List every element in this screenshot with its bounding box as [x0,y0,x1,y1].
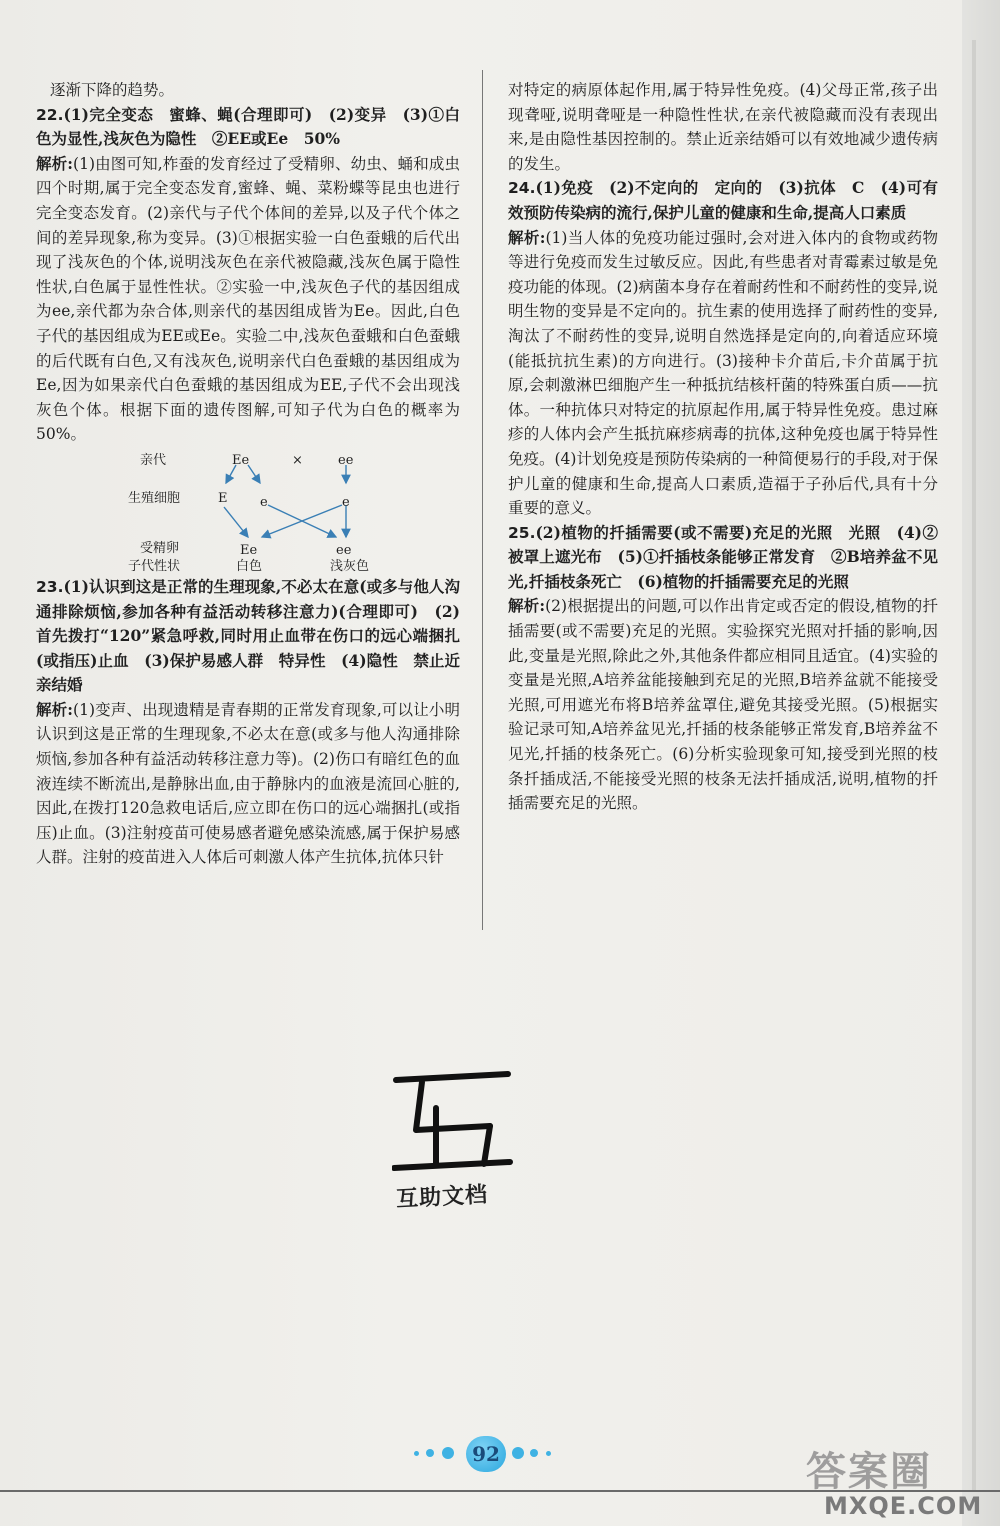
gamete-e: e [260,494,268,510]
arrow-E-to-Ee [224,507,248,537]
q25-explanation: 解析:(2)根据提出的问题,可以作出肯定或否定的假设,植物的扦插需要(或不需要)充足的光照。实验探究光照对扦插的影响,因此,变量是光照,除此之外,其他条件都应相同且适宜。(4)实验的变量是光照,A培养盆能接触到充足的光照,B培养盆就不能接受光照,可用遮光布将B培养盆罩住,避免其接受光照。(5)根据实验记录可知,A培养盆见光,扦插的枝条能够正常发育,B培养盆不见光,扦插的枝条死亡。(6)分析实验现象可知,接受到光照的枝条扦插成活,不能接受光照的枝条无法扦插成活,说明,植物的扦插需要充足的光照。 [508,596,938,813]
gamete-label: 生殖细胞 [128,490,181,506]
trait-white: 白色 [236,558,263,574]
watermark-text: 互助文档 [395,1182,489,1213]
column-divider [482,70,483,930]
q23-number: 23. [36,577,64,596]
q24-answer: 24.(1)免疫 (2)不定向的 定向的 (3)抗体 C (4)可有效预防传染病的流行,保护儿童的健康和生命,提高人口素质 [508,178,938,222]
q24-explanation: 解析:(1)当人体的免疫功能过强时,会对进入体内的食物或药物等进行免疫而发生过敏反应。因此,有些患者对青霉素过敏是免疫功能的体现。(2)病菌本身存在着耐药性和不耐药性的变异,说明生物的变异是不定向的。抗生素的使用选择了耐药性的变异,淘汰了不耐药性的变异,说明自然选择是定向的,向着适应环境(能抵抗抗生素)的方向进行。(3)接种卡介苗后,卡介苗属于抗原,会刺激淋巴细胞产生一种抵抗结核杆菌的特殊蛋白质——抗体。一种抗体只对特定的抗原起作用,属于特异性免疫。患过麻疹的人体内会产生抵抗麻疹病毒的抗体,这种免疫也属于特异性免疫。(4)计划免疫是预防传染病的一种简便易行的手段,对于保护儿童的健康和生命,提高人口素质,造福于子孙后代,具有十分重要的意义。 [508,227,938,518]
page-number: 92 [466,1436,506,1472]
q22-answer: 22.(1)完全变态 蜜蜂、蝇(合理即可) (2)变异 (3)①白色为显性,浅灰色为隐性 ②EE或Ee 50% [36,104,460,149]
q24-number: 24. [508,179,536,198]
parent-label: 亲代 [140,452,167,468]
dot-icon [414,1451,419,1456]
corner-watermark-logo [806,1440,983,1520]
continuation-text-right: 对特定的病原体起作用,属于特异性免疫。(4)父母正常,孩子出现聋哑,说明聋哑是一种隐性性状,在亲代被隐藏而没有表现出来,是由隐性基因控制的。禁止近亲结婚可以有效地减少遗传病的发生。 [508,81,938,173]
gamete-e2: e [342,494,350,510]
q25-answer: 25.(2)植物的扦插需要(或不需要)充足的光照 光照 (4)②被罩上遮光布 (5)①扦插枝条能够正常发育 ②B培养盆不见光,扦插枝条死亡 (6)植物的扦插需要充足的光照 [508,522,938,591]
q23-answer: 23.(1)认识到这是正常的生理现象,不必太在意(或多与他人沟通排除烦恼,参加各种有益活动转移注意力)(合理即可) (2)首先拨打“120”紧急呼救,同时用止血带在伤口的远心端捆扎(或指压)止血 (3)保护易感人群 特异性 (4)隐性 禁止近亲结婚 [36,576,460,695]
parent2-genotype: ee [338,452,354,468]
parent1-genotype: Ee [232,452,250,468]
logo-url: MXQE.COM [824,1492,983,1520]
q25-label: 解析: [508,596,546,616]
page-number-badge [408,1436,558,1476]
left-column [36,78,460,870]
q25-number: 25. [508,523,536,542]
logo-text: 答案圈 [806,1449,932,1495]
arrow-parent1-to-e [248,465,260,483]
zygote-ee: ee [336,542,352,558]
page-edge [962,0,1000,1526]
dot-icon [546,1451,551,1456]
genetic-cross-diagram [36,449,460,573]
dot-icon [512,1447,524,1459]
q22-explanation: 解析:(1)由图可知,柞蚕的发育经过了受精卵、幼虫、蛹和成虫四个时期,属于完全变态发育,蜜蜂、蝇、菜粉蝶等昆虫也进行完全变态发育。(2)亲代与子代个体间的差异,以及子代个体之间的差异现象,称为变异。(3)①根据实验一白色蚕蛾的后代出现了浅灰色的个体,说明浅灰色在亲代被隐藏,浅灰色属于隐性性状,白色属于显性性状。②实验一中,浅灰色子代的基因组成为ee,亲代都为杂合体,则亲代的基因组成皆为Ee。因此,白色子代的基因组成为EE或Ee。实验二中,浅灰色蚕蛾和白色蚕蛾的后代既有白色,又有浅灰色,说明亲代白色蚕蛾的基因组成为Ee,因为如果亲代白色蚕蛾的基因组成为EE,子代不会出现浅灰色个体。根据下面的遗传图解,可知子代为白色的概率为50%。 [36,153,460,444]
cross-symbol: × [292,452,303,468]
watermark-glyph [392,1068,514,1178]
zygote-label: 受精卵 [140,540,180,556]
dot-icon [442,1447,454,1459]
offspring-trait-label: 子代性状 [128,558,181,574]
q22-label: 解析: [36,153,74,173]
q23-label: 解析: [36,699,74,719]
dot-icon [530,1449,538,1457]
q22-number: 22. [36,105,64,124]
trait-grey: 浅灰色 [330,558,370,574]
right-column [508,78,938,816]
continuation-text: 逐渐下降的趋势。 [50,81,175,99]
arrow-e2-to-Ee [262,505,342,537]
q24-label: 解析: [508,227,546,247]
gamete-E: E [218,490,228,506]
q23-explanation: 解析:(1)变声、出现遗精是青春期的正常发育现象,可以让小明认识到这是正常的生理现象,不必太在意(或多与他人沟通排除烦恼,参加各种有益活动转移注意力等)。(2)伤口有暗红色的血液连续不断流出,是静脉出血,由于静脉内的血液是流回心脏的,因此,在拨打120急救电话后,应立即在伤口的远心端捆扎(或指压)止血。(3)注射疫苗可使易感者避免感染流感,属于保护易感人群。注射的疫苗进入人体后可刺激人体产生抗体,抗体只针 [36,699,460,867]
dot-icon [426,1449,434,1457]
zygote-Ee: Ee [240,542,258,558]
